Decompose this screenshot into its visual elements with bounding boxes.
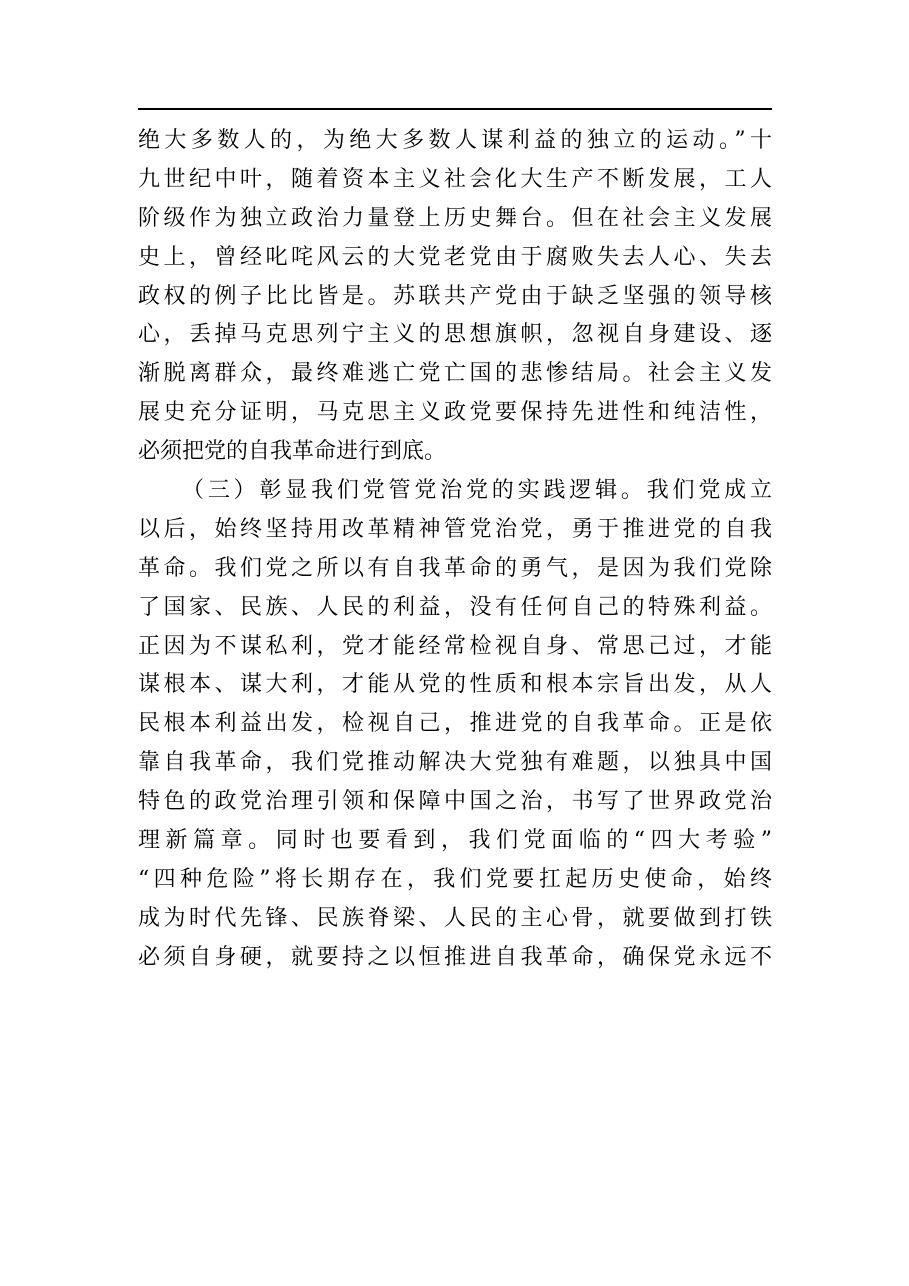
text-line: 革命。我们党之所以有自我革命的勇气，是因为我们党除 bbox=[138, 555, 772, 581]
text-line: 渐脱离群众，最终难逃亡党亡国的悲惨结局。社会主义发 bbox=[138, 361, 772, 387]
text-line: 阶级作为独立政治力量登上历史舞台。但在社会主义发展 bbox=[138, 205, 772, 231]
text-line: 谋根本、谋大利，才能从党的性质和根本宗旨出发，从人 bbox=[138, 672, 772, 698]
text-line: 九世纪中叶，随着资本主义社会化大生产不断发展，工人 bbox=[138, 166, 772, 192]
text-line: 成为时代先锋、民族脊梁、人民的主心骨，就要做到打铁 bbox=[138, 905, 772, 931]
text-line: 以后，始终坚持用改革精神管党治党，勇于推进党的自我 bbox=[138, 516, 772, 542]
body-text bbox=[138, 122, 772, 978]
text-line: 必须自身硬，就要持之以恒推进自我革命，确保党永远不 bbox=[138, 944, 772, 970]
text-line: 了国家、民族、人民的利益，没有任何自己的特殊利益。 bbox=[138, 594, 772, 620]
section-heading-line: （三）彰显我们党管党治党的实践逻辑。我们党成立 bbox=[182, 478, 772, 504]
header-rule bbox=[138, 108, 772, 110]
text-line: 靠自我革命，我们党推动解决大党独有难题，以独具中国 bbox=[138, 750, 772, 776]
text-line: 正因为不谋私利，党才能经常检视自身、常思己过，才能 bbox=[138, 633, 772, 659]
text-line: 特色的政党治理引领和保障中国之治，书写了世界政党治 bbox=[138, 789, 772, 815]
text-line: 民根本利益出发，检视自己，推进党的自我革命。正是依 bbox=[138, 711, 772, 737]
text-line: 展史充分证明，马克思主义政党要保持先进性和纯洁性， bbox=[138, 400, 772, 426]
text-line: 史上，曾经叱咤风云的大党老党由于腐败失去人心、失去 bbox=[138, 244, 772, 270]
text-line: 理新篇章。同时也要看到，我们党面临的“四大考验” bbox=[138, 828, 772, 854]
text-line: 绝大多数人的，为绝大多数人谋利益的独立的运动。”十 bbox=[138, 128, 772, 153]
text-line: 心，丢掉马克思列宁主义的思想旗帜，忽视自身建设、逐 bbox=[138, 322, 772, 348]
text-line: “四种危险”将长期存在，我们党要扛起历史使命，始终 bbox=[138, 866, 772, 892]
text-line: 政权的例子比比皆是。苏联共产党由于缺乏坚强的领导核 bbox=[138, 283, 772, 309]
text-line: 必须把党的自我革命进行到底。 bbox=[138, 439, 447, 465]
